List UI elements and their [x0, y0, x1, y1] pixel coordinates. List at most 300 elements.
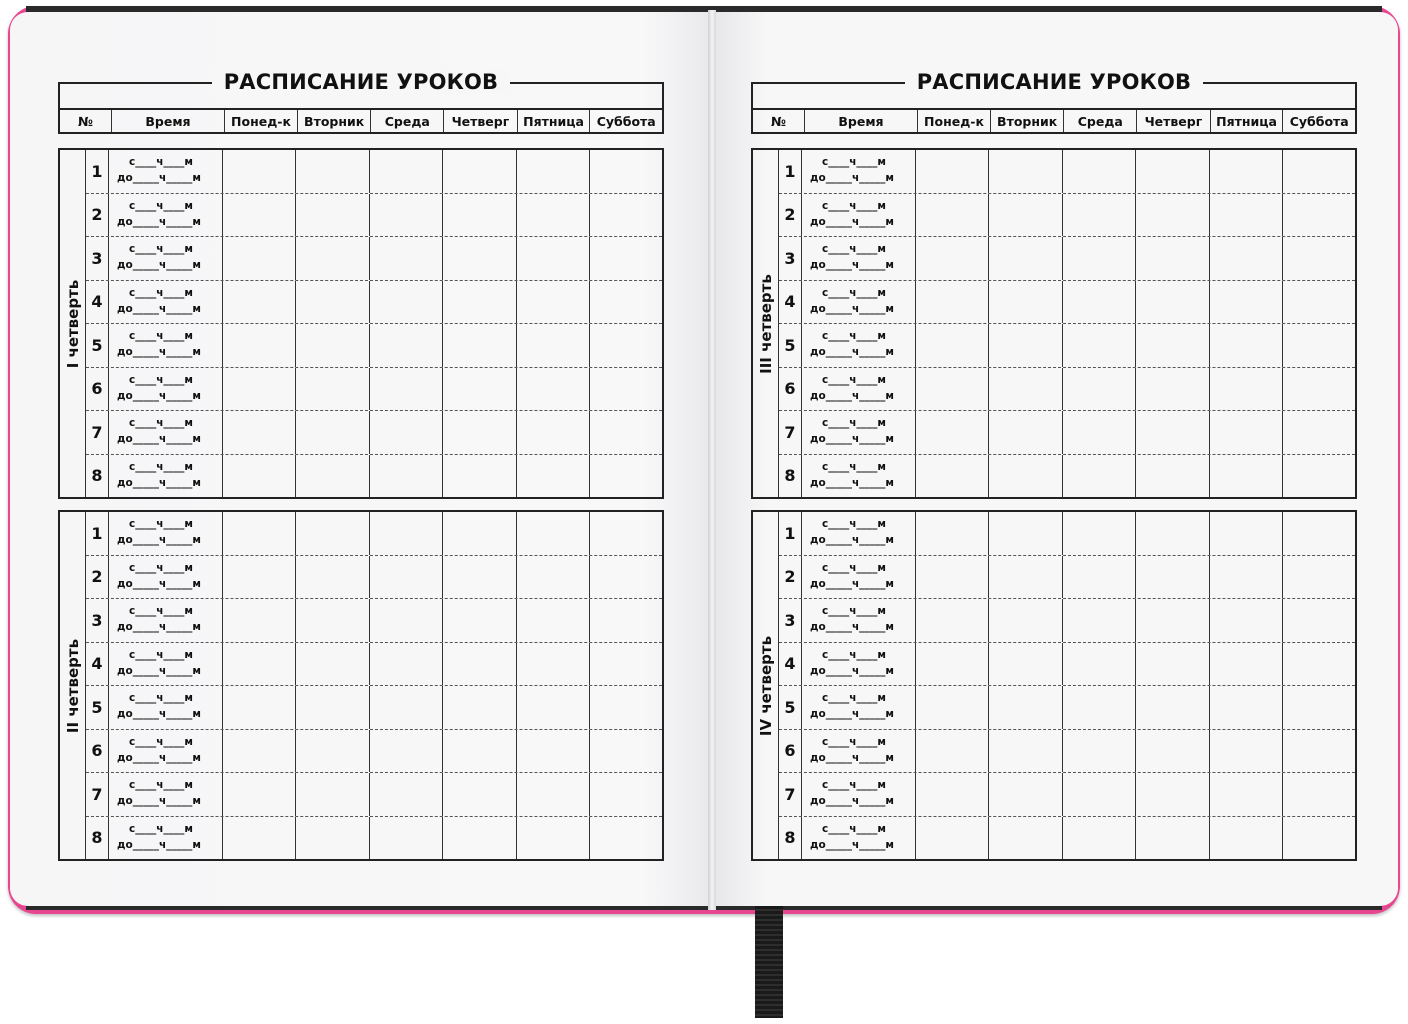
lesson-number: 8: [779, 817, 802, 860]
time-from: с____ч____м: [129, 518, 194, 530]
subject-cell[interactable]: [1283, 281, 1355, 324]
subject-cell[interactable]: [223, 599, 296, 642]
lesson-time-field[interactable]: [802, 194, 916, 237]
subject-cell[interactable]: [443, 455, 517, 498]
lesson-row: [86, 150, 662, 194]
subject-cell[interactable]: [370, 512, 443, 555]
subject-cell[interactable]: [296, 455, 370, 498]
lesson-number: 6: [86, 730, 109, 773]
subject-cell[interactable]: [370, 411, 443, 454]
lesson-time-field[interactable]: [109, 281, 223, 324]
time-to: до_____ч_____м: [810, 389, 894, 402]
subject-cell[interactable]: [989, 512, 1063, 555]
subject-cell[interactable]: [989, 556, 1063, 599]
column-header: Время: [805, 110, 918, 132]
subject-cell[interactable]: [1210, 411, 1283, 454]
subject-cell[interactable]: [296, 281, 370, 324]
subject-cell[interactable]: [223, 512, 296, 555]
subject-cell[interactable]: [1063, 556, 1136, 599]
lesson-time-field[interactable]: [109, 150, 223, 193]
subject-cell[interactable]: [1210, 817, 1283, 860]
subject-cell[interactable]: [1210, 324, 1283, 367]
lesson-time-field[interactable]: [802, 324, 916, 367]
subject-cell[interactable]: [1136, 817, 1210, 860]
subject-cell[interactable]: [370, 150, 443, 193]
column-header: №: [60, 110, 112, 132]
lesson-time-field[interactable]: [109, 686, 223, 729]
lesson-row: [779, 237, 1355, 281]
lesson-row: [779, 368, 1355, 412]
subject-cell[interactable]: [370, 455, 443, 498]
subject-cell[interactable]: [223, 686, 296, 729]
lesson-time-field[interactable]: [109, 324, 223, 367]
time-to: до_____ч_____м: [810, 708, 894, 720]
subject-cell[interactable]: [989, 194, 1063, 237]
lesson-time-field[interactable]: [802, 643, 916, 686]
subject-cell[interactable]: [989, 237, 1063, 280]
subject-cell[interactable]: [1063, 194, 1136, 237]
subject-cell[interactable]: [1136, 324, 1210, 367]
subject-cell[interactable]: [590, 730, 662, 773]
subject-cell[interactable]: [517, 773, 590, 816]
subject-cell[interactable]: [590, 455, 662, 498]
subject-cell[interactable]: [1210, 368, 1283, 411]
lesson-time-field[interactable]: [109, 194, 223, 237]
subject-cell[interactable]: [223, 324, 296, 367]
lesson-time-field[interactable]: [109, 512, 223, 555]
subject-cell[interactable]: [989, 686, 1063, 729]
time-to: до_____ч_____м: [810, 476, 894, 489]
subject-cell[interactable]: [590, 368, 662, 411]
time-from: с____ч____м: [129, 779, 194, 791]
subject-cell[interactable]: [1283, 817, 1355, 860]
subject-cell[interactable]: [296, 643, 370, 686]
subject-cell[interactable]: [989, 455, 1063, 498]
subject-cell[interactable]: [916, 368, 989, 411]
subject-cell[interactable]: [517, 599, 590, 642]
subject-cell[interactable]: [223, 455, 296, 498]
lesson-row: [779, 411, 1355, 455]
lesson-number: 7: [779, 411, 802, 454]
lesson-row: [779, 150, 1355, 194]
subject-cell[interactable]: [916, 512, 989, 555]
lesson-time-field[interactable]: [109, 411, 223, 454]
lesson-number: 1: [779, 150, 802, 193]
subject-cell[interactable]: [1210, 455, 1283, 498]
lesson-row: [86, 237, 662, 281]
subject-cell[interactable]: [1283, 368, 1355, 411]
subject-cell[interactable]: [223, 817, 296, 860]
subject-cell[interactable]: [1210, 150, 1283, 193]
lesson-number: 3: [779, 599, 802, 642]
subject-cell[interactable]: [916, 817, 989, 860]
subject-cell[interactable]: [1136, 512, 1210, 555]
subject-cell[interactable]: [296, 368, 370, 411]
subject-cell[interactable]: [916, 599, 989, 642]
subject-cell[interactable]: [223, 194, 296, 237]
subject-cell[interactable]: [296, 556, 370, 599]
subject-cell[interactable]: [1063, 324, 1136, 367]
subject-cell[interactable]: [1063, 237, 1136, 280]
subject-cell[interactable]: [1283, 730, 1355, 773]
subject-cell[interactable]: [517, 556, 590, 599]
subject-cell[interactable]: [296, 730, 370, 773]
subject-cell[interactable]: [443, 368, 517, 411]
lesson-time-field[interactable]: [802, 368, 916, 411]
lesson-number: 5: [779, 324, 802, 367]
title-row: [751, 70, 1357, 110]
subject-cell[interactable]: [1063, 817, 1136, 860]
time-to: до_____ч_____м: [117, 259, 201, 271]
subject-cell[interactable]: [590, 643, 662, 686]
subject-cell[interactable]: [370, 368, 443, 411]
subject-cell[interactable]: [1136, 556, 1210, 599]
subject-cell[interactable]: [1283, 194, 1355, 237]
subject-cell[interactable]: [989, 817, 1063, 860]
subject-cell[interactable]: [517, 730, 590, 773]
subject-cell[interactable]: [517, 324, 590, 367]
time-from: с____ч____м: [129, 822, 194, 835]
subject-cell[interactable]: [223, 643, 296, 686]
subject-cell[interactable]: [1210, 556, 1283, 599]
time-to: до_____ч_____м: [117, 346, 201, 358]
schedule-sheet-left: [58, 70, 664, 861]
subject-cell[interactable]: [590, 194, 662, 237]
column-header: Вторник: [298, 110, 372, 132]
subject-cell[interactable]: [1283, 556, 1355, 599]
subject-cell[interactable]: [370, 281, 443, 324]
subject-cell[interactable]: [1136, 686, 1210, 729]
subject-cell[interactable]: [590, 237, 662, 280]
time-from: с____ч____м: [822, 605, 887, 617]
subject-cell[interactable]: [1283, 686, 1355, 729]
lesson-time-field[interactable]: [802, 281, 916, 324]
subject-cell[interactable]: [590, 281, 662, 324]
subject-cell[interactable]: [916, 281, 989, 324]
subject-cell[interactable]: [989, 368, 1063, 411]
subject-cell[interactable]: [1063, 686, 1136, 729]
lesson-time-field[interactable]: [109, 556, 223, 599]
time-to: до_____ч_____м: [810, 215, 894, 228]
lesson-time-field[interactable]: [802, 730, 916, 773]
subject-cell[interactable]: [223, 556, 296, 599]
subject-cell[interactable]: [590, 512, 662, 555]
subject-cell[interactable]: [443, 281, 517, 324]
column-header: Понед-к: [225, 110, 298, 132]
subject-cell[interactable]: [916, 324, 989, 367]
subject-cell[interactable]: [989, 599, 1063, 642]
lesson-time-field[interactable]: [109, 773, 223, 816]
subject-cell[interactable]: [1210, 512, 1283, 555]
lesson-time-field[interactable]: [109, 730, 223, 773]
subject-cell[interactable]: [370, 686, 443, 729]
subject-cell[interactable]: [443, 150, 517, 193]
subject-cell[interactable]: [370, 599, 443, 642]
time-from: с____ч____м: [129, 199, 194, 212]
lesson-row: [86, 281, 662, 325]
subject-cell[interactable]: [916, 643, 989, 686]
subject-cell[interactable]: [916, 194, 989, 237]
lesson-time-field[interactable]: [802, 686, 916, 729]
subject-cell[interactable]: [1136, 194, 1210, 237]
subject-cell[interactable]: [1063, 512, 1136, 555]
lesson-time-field[interactable]: [802, 512, 916, 555]
subject-cell[interactable]: [443, 643, 517, 686]
time-to: до_____ч_____м: [810, 621, 894, 633]
subject-cell[interactable]: [296, 686, 370, 729]
lesson-number: 2: [86, 194, 109, 237]
subject-cell[interactable]: [370, 643, 443, 686]
lesson-time-field[interactable]: [109, 817, 223, 860]
lesson-number: 3: [779, 237, 802, 280]
subject-cell[interactable]: [1283, 512, 1355, 555]
subject-cell[interactable]: [916, 455, 989, 498]
subject-cell[interactable]: [590, 411, 662, 454]
lesson-number: 6: [779, 730, 802, 773]
subject-cell[interactable]: [989, 411, 1063, 454]
time-from: с____ч____м: [129, 417, 194, 429]
lesson-time-field[interactable]: [802, 556, 916, 599]
subject-cell[interactable]: [1136, 773, 1210, 816]
subject-cell[interactable]: [517, 237, 590, 280]
subject-cell[interactable]: [443, 237, 517, 280]
subject-cell[interactable]: [916, 686, 989, 729]
lesson-row: [779, 599, 1355, 643]
subject-cell[interactable]: [443, 599, 517, 642]
subject-cell[interactable]: [916, 773, 989, 816]
time-from: с____ч____м: [129, 460, 194, 473]
subject-cell[interactable]: [1210, 686, 1283, 729]
subject-cell[interactable]: [1283, 150, 1355, 193]
subject-cell[interactable]: [1283, 411, 1355, 454]
subject-cell[interactable]: [296, 324, 370, 367]
subject-cell[interactable]: [590, 150, 662, 193]
time-to: до_____ч_____м: [810, 433, 894, 445]
subject-cell[interactable]: [1063, 411, 1136, 454]
subject-cell[interactable]: [1210, 730, 1283, 773]
subject-cell[interactable]: [1063, 455, 1136, 498]
time-from: с____ч____м: [129, 648, 194, 661]
time-from: с____ч____м: [822, 692, 887, 704]
subject-cell[interactable]: [590, 324, 662, 367]
subject-cell[interactable]: [989, 643, 1063, 686]
subject-cell[interactable]: [517, 368, 590, 411]
subject-cell[interactable]: [916, 237, 989, 280]
subject-cell[interactable]: [223, 281, 296, 324]
lesson-number: 7: [779, 773, 802, 816]
subject-cell[interactable]: [443, 194, 517, 237]
lesson-time-field[interactable]: [802, 150, 916, 193]
subject-cell[interactable]: [443, 556, 517, 599]
subject-cell[interactable]: [296, 817, 370, 860]
subject-cell[interactable]: [1136, 237, 1210, 280]
subject-cell[interactable]: [1210, 773, 1283, 816]
time-from: с____ч____м: [822, 156, 887, 168]
subject-cell[interactable]: [1063, 773, 1136, 816]
subject-cell[interactable]: [989, 773, 1063, 816]
subject-cell[interactable]: [223, 368, 296, 411]
subject-cell[interactable]: [517, 512, 590, 555]
lesson-time-field[interactable]: [109, 455, 223, 498]
subject-cell[interactable]: [1136, 368, 1210, 411]
subject-cell[interactable]: [989, 150, 1063, 193]
lesson-number: 2: [86, 556, 109, 599]
subject-cell[interactable]: [1136, 455, 1210, 498]
lesson-number: 6: [86, 368, 109, 411]
subject-cell[interactable]: [1063, 150, 1136, 193]
subject-cell[interactable]: [1063, 643, 1136, 686]
time-from: с____ч____м: [822, 735, 887, 748]
lesson-row: [86, 368, 662, 412]
time-to: до_____ч_____м: [117, 577, 201, 590]
subject-cell[interactable]: [1283, 237, 1355, 280]
subject-cell[interactable]: [443, 512, 517, 555]
lesson-time-field[interactable]: [109, 599, 223, 642]
lesson-row: [86, 556, 662, 600]
subject-cell[interactable]: [517, 817, 590, 860]
subject-cell[interactable]: [517, 194, 590, 237]
lesson-row: [779, 730, 1355, 774]
lesson-number: 5: [86, 686, 109, 729]
lesson-number: 6: [779, 368, 802, 411]
subject-cell[interactable]: [989, 324, 1063, 367]
subject-cell[interactable]: [1136, 150, 1210, 193]
subject-cell[interactable]: [517, 455, 590, 498]
subject-cell[interactable]: [370, 324, 443, 367]
lesson-number: 4: [86, 643, 109, 686]
quarter-block: [58, 510, 664, 861]
subject-cell[interactable]: [517, 686, 590, 729]
subject-cell[interactable]: [989, 730, 1063, 773]
lesson-row: [86, 730, 662, 774]
time-from: с____ч____м: [129, 561, 194, 574]
lesson-time-field[interactable]: [109, 643, 223, 686]
subject-cell[interactable]: [989, 281, 1063, 324]
subject-cell[interactable]: [370, 194, 443, 237]
subject-cell[interactable]: [1283, 643, 1355, 686]
subject-cell[interactable]: [1136, 730, 1210, 773]
subject-cell[interactable]: [1210, 237, 1283, 280]
subject-cell[interactable]: [517, 150, 590, 193]
quarter-label: I четверть: [60, 150, 86, 497]
subject-cell[interactable]: [443, 773, 517, 816]
lesson-time-field[interactable]: [802, 773, 916, 816]
subject-cell[interactable]: [296, 411, 370, 454]
subject-cell[interactable]: [1063, 368, 1136, 411]
subject-cell[interactable]: [370, 556, 443, 599]
lesson-time-field[interactable]: [109, 237, 223, 280]
time-to: до_____ч_____м: [117, 433, 201, 445]
subject-cell[interactable]: [223, 411, 296, 454]
subject-cell[interactable]: [590, 773, 662, 816]
lesson-time-field[interactable]: [802, 455, 916, 498]
subject-cell[interactable]: [1210, 643, 1283, 686]
subject-cell[interactable]: [370, 237, 443, 280]
subject-cell[interactable]: [443, 324, 517, 367]
subject-cell[interactable]: [1136, 643, 1210, 686]
subject-cell[interactable]: [296, 773, 370, 816]
column-header: Пятница: [1211, 110, 1284, 132]
subject-cell[interactable]: [296, 194, 370, 237]
subject-cell[interactable]: [517, 411, 590, 454]
lesson-row: [86, 324, 662, 368]
subject-cell[interactable]: [1210, 281, 1283, 324]
column-header: №: [753, 110, 805, 132]
subject-cell[interactable]: [1063, 599, 1136, 642]
lesson-time-field[interactable]: [802, 237, 916, 280]
subject-cell[interactable]: [296, 512, 370, 555]
subject-cell[interactable]: [916, 150, 989, 193]
subject-cell[interactable]: [590, 556, 662, 599]
subject-cell[interactable]: [443, 686, 517, 729]
subject-cell[interactable]: [517, 281, 590, 324]
time-from: с____ч____м: [129, 243, 194, 255]
subject-cell[interactable]: [223, 150, 296, 193]
subject-cell[interactable]: [443, 411, 517, 454]
subject-cell[interactable]: [590, 599, 662, 642]
subject-cell[interactable]: [1283, 599, 1355, 642]
time-from: с____ч____м: [822, 330, 887, 342]
time-to: до_____ч_____м: [810, 795, 894, 807]
subject-cell[interactable]: [370, 730, 443, 773]
time-from: с____ч____м: [822, 460, 887, 473]
lesson-number: 5: [779, 686, 802, 729]
subject-cell[interactable]: [223, 237, 296, 280]
quarter-label: IV четверть: [753, 512, 779, 859]
time-from: с____ч____м: [129, 330, 194, 342]
lesson-time-field[interactable]: [802, 817, 916, 860]
subject-cell[interactable]: [223, 773, 296, 816]
lesson-row: [779, 281, 1355, 325]
lesson-number: 7: [86, 773, 109, 816]
subject-cell[interactable]: [1210, 194, 1283, 237]
subject-cell[interactable]: [1063, 730, 1136, 773]
lesson-row: [779, 556, 1355, 600]
subject-cell[interactable]: [1136, 281, 1210, 324]
subject-cell[interactable]: [1136, 599, 1210, 642]
subject-cell[interactable]: [443, 817, 517, 860]
lesson-time-field[interactable]: [802, 599, 916, 642]
subject-cell[interactable]: [1063, 281, 1136, 324]
lesson-time-field[interactable]: [109, 368, 223, 411]
lesson-row: [86, 512, 662, 556]
subject-cell[interactable]: [296, 237, 370, 280]
subject-cell[interactable]: [1136, 411, 1210, 454]
subject-cell[interactable]: [370, 773, 443, 816]
subject-cell[interactable]: [1283, 773, 1355, 816]
subject-cell[interactable]: [296, 150, 370, 193]
subject-cell[interactable]: [590, 686, 662, 729]
time-to: до_____ч_____м: [117, 172, 201, 184]
subject-cell[interactable]: [223, 730, 296, 773]
subject-cell[interactable]: [916, 730, 989, 773]
subject-cell[interactable]: [296, 599, 370, 642]
subject-cell[interactable]: [370, 817, 443, 860]
subject-cell[interactable]: [1283, 455, 1355, 498]
lesson-number: 1: [86, 512, 109, 555]
subject-cell[interactable]: [1283, 324, 1355, 367]
column-header: Пятница: [518, 110, 591, 132]
subject-cell[interactable]: [590, 817, 662, 860]
subject-cell[interactable]: [916, 411, 989, 454]
subject-cell[interactable]: [443, 730, 517, 773]
lesson-time-field[interactable]: [802, 411, 916, 454]
subject-cell[interactable]: [1210, 599, 1283, 642]
time-to: до_____ч_____м: [117, 751, 201, 764]
subject-cell[interactable]: [916, 556, 989, 599]
column-header: Четверг: [1137, 110, 1211, 132]
subject-cell[interactable]: [517, 643, 590, 686]
